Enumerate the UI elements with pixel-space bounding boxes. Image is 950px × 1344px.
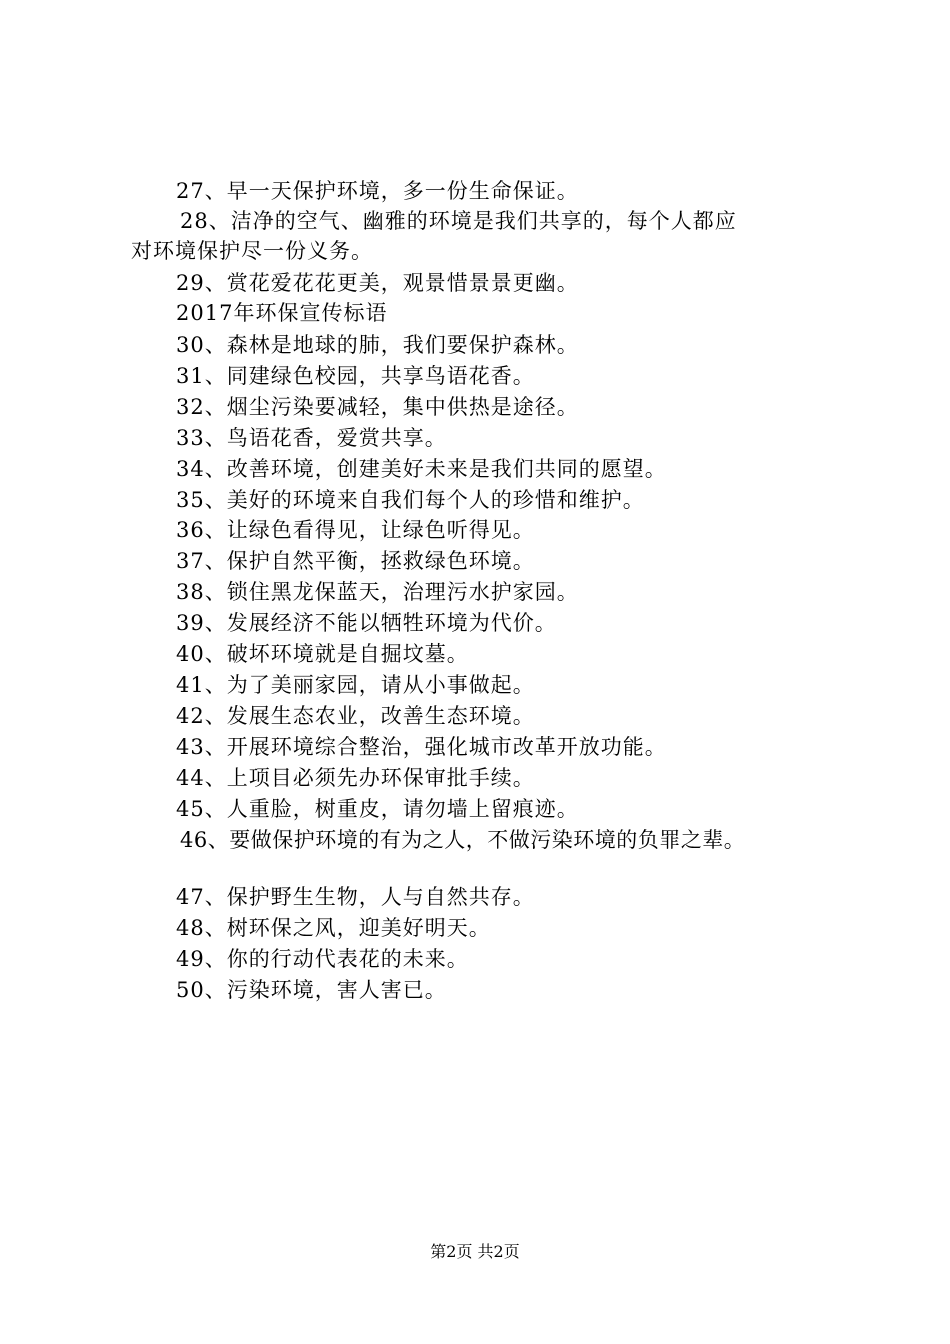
slogan-line: 45、人重脸，树重皮，请勿墙上留痕迹。: [176, 797, 579, 821]
slogan-line: 34、改善环境，创建美好未来是我们共同的愿望。: [176, 457, 667, 481]
slogan-line: 49、你的行动代表花的未来。: [176, 947, 469, 971]
slogan-line: 47、保护野生生物，人与自然共存。: [176, 885, 535, 909]
slogan-line: 40、破坏环境就是自掘坟墓。: [176, 642, 469, 666]
slogan-line: 37、保护自然平衡，拯救绿色环境。: [176, 549, 535, 573]
slogan-line: 35、美好的环境来自我们每个人的珍惜和维护。: [176, 488, 645, 512]
slogan-line: 30、森林是地球的肺，我们要保护森林。: [176, 333, 579, 357]
slogan-line: 39、发展经济不能以牺牲环境为代价。: [176, 611, 557, 635]
slogan-line: 41、为了美丽家园，请从小事做起。: [176, 673, 535, 697]
page-number-footer: 第2页 共2页: [430, 1242, 520, 1261]
slogan-line: 29、赏花爱花花更美，观景惜景景更幽。: [176, 271, 579, 295]
slogan-line: 31、同建绿色校园，共享鸟语花香。: [176, 364, 535, 388]
slogan-line: 42、发展生态农业，改善生态环境。: [176, 704, 535, 728]
slogan-line: 50、污染环境，害人害已。: [176, 978, 447, 1002]
slogan-line: 44、上项目必须先办环保审批手续。: [176, 766, 535, 790]
slogan-line: 对环境保护尽一份义务。: [131, 239, 373, 263]
slogan-line: 36、让绿色看得见，让绿色听得见。: [176, 518, 535, 542]
section-heading: 2017年环保宣传标语: [176, 301, 388, 325]
slogan-line: 27、早一天保护环境，多一份生命保证。: [176, 179, 579, 203]
slogan-line: 46、要做保护环境的有为之人，不做污染环境的负罪之辈。: [180, 828, 746, 852]
slogan-line: 48、树环保之风，迎美好明天。: [176, 916, 491, 940]
slogan-line: 38、锁住黑龙保蓝天，治理污水护家园。: [176, 580, 579, 604]
slogan-line: 32、烟尘污染要减轻，集中供热是途径。: [176, 395, 579, 419]
slogan-line: 43、开展环境综合整治，强化城市改革开放功能。: [176, 735, 667, 759]
slogan-line: 33、鸟语花香，爱赏共享。: [176, 426, 447, 450]
slogan-line: 28、洁净的空气、幽雅的环境是我们共享的，每个人都应: [180, 209, 737, 233]
